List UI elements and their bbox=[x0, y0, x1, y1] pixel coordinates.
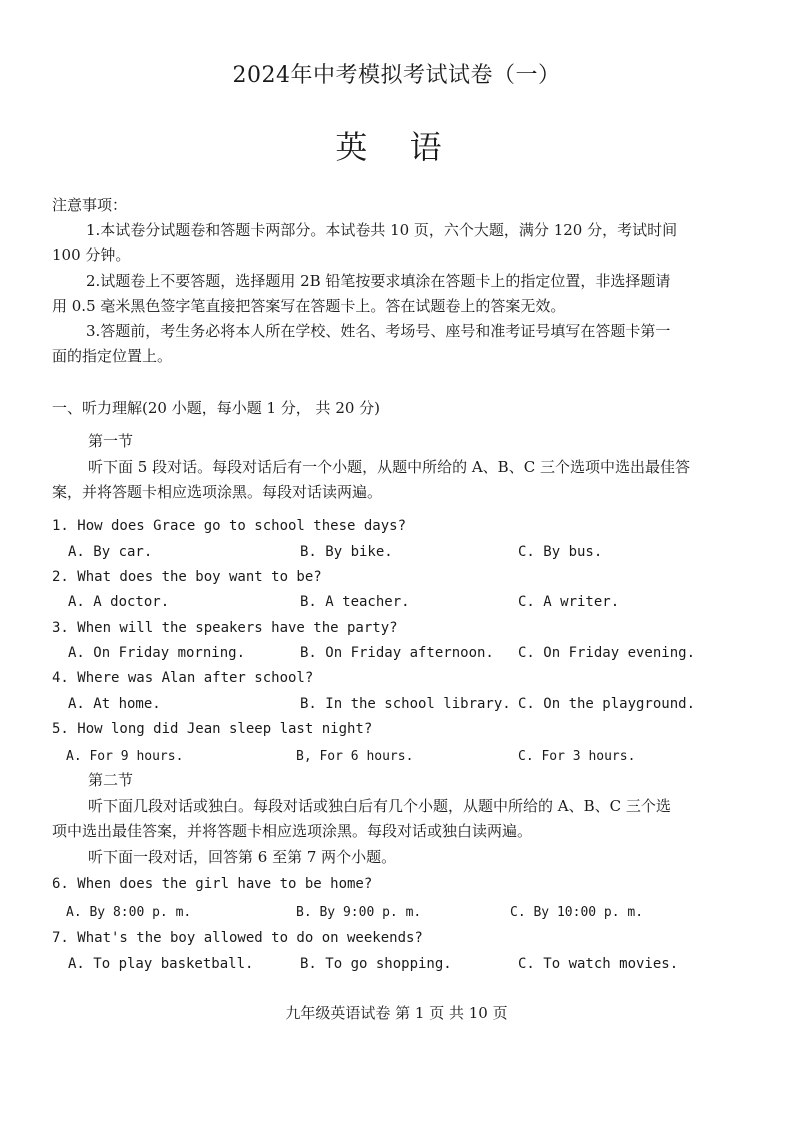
section-heading: 一、听力理解(20 小题，每小题 1 分， 共 20 分) bbox=[52, 399, 381, 417]
part-instruction: 听下面几段对话或独白。每段对话或独白后有几个小题，从题中所给的 A、B、C 三个选 bbox=[88, 797, 671, 815]
option-c: C. A writer. bbox=[518, 594, 620, 610]
question-stem: 5. How long did Jean sleep last night? bbox=[52, 721, 373, 737]
question-stem: 6. When does the girl have to be home? bbox=[52, 876, 373, 892]
option-b: B. On Friday afternoon. bbox=[300, 645, 494, 661]
option-c: C. To watch movies. bbox=[518, 956, 679, 972]
option-a: A. By 8:00 p. m. bbox=[66, 905, 192, 920]
option-c: C. For 3 hours. bbox=[518, 749, 636, 764]
question-stem: 1. How does Grace go to school these days? bbox=[52, 518, 407, 534]
page-footer: 九年级英语试卷 第 1 页 共 10 页 bbox=[285, 1004, 508, 1022]
question-stem: 3. When will the speakers have the party? bbox=[52, 620, 398, 636]
question-stem: 4. Where was Alan after school? bbox=[52, 670, 314, 686]
option-a: A. By car. bbox=[68, 544, 153, 560]
subject-title: 英 语 bbox=[335, 128, 458, 166]
part-instruction: 听下面 5 段对话。每段对话后有一个小题，从题中所给的 A、B、C 三个选项中选出最佳答 bbox=[88, 458, 690, 476]
notice-line: 面的指定位置上。 bbox=[52, 347, 173, 365]
option-a: A. A doctor. bbox=[68, 594, 170, 610]
option-a: A. On Friday morning. bbox=[68, 645, 246, 661]
option-c: C. By bus. bbox=[518, 544, 603, 560]
option-b: B. By bike. bbox=[300, 544, 393, 560]
option-c: C. On the playground. bbox=[518, 696, 696, 712]
notice-heading: 注意事项： bbox=[52, 196, 128, 214]
part-instruction: 项中选出最佳答案，并将答题卡相应选项涂黑。每段对话或独白读两遍。 bbox=[52, 822, 533, 840]
notice-line: 3.答题前，考生务必将本人所在学校、姓名、考场号、座号和准考证号填写在答题卡第一 bbox=[86, 322, 671, 340]
option-b: B. In the school library. bbox=[300, 696, 511, 712]
option-a: A. For 9 hours. bbox=[66, 749, 184, 764]
option-b: B. A teacher. bbox=[300, 594, 410, 610]
option-c: C. By 10:00 p. m. bbox=[510, 905, 644, 920]
question-stem: 7. What's the boy allowed to do on weekends? bbox=[52, 930, 423, 946]
part-label: 第二节 bbox=[88, 771, 134, 789]
exam-title: 2024年中考模拟考试试卷（一） bbox=[232, 63, 561, 88]
notice-line: 100 分钟。 bbox=[52, 246, 131, 264]
option-a: A. At home. bbox=[68, 696, 161, 712]
option-c: C. On Friday evening. bbox=[518, 645, 696, 661]
question-stem: 2. What does the boy want to be? bbox=[52, 569, 322, 585]
option-b: B, For 6 hours. bbox=[296, 749, 414, 764]
notice-line: 1.本试卷分试题卷和答题卡两部分。本试卷共 10 页，六个大题，满分 120 分，考试时间 bbox=[86, 221, 678, 239]
notice-line: 2.试题卷上不要答题，选择题用 2B 铅笔按要求填涂在答题卡上的指定位置，非选择题请 bbox=[86, 272, 671, 290]
option-b: B. By 9:00 p. m. bbox=[296, 905, 422, 920]
option-b: B. To go shopping. bbox=[300, 956, 452, 972]
part-label: 第一节 bbox=[88, 432, 134, 450]
notice-line: 用 0.5 毫米黑色签字笔直接把答案写在答题卡上。答在试题卷上的答案无效。 bbox=[52, 297, 566, 315]
part-sub-instruction: 听下面一段对话，回答第 6 至第 7 两个小题。 bbox=[88, 848, 397, 866]
part-instruction: 案，并将答题卡相应选项涂黑。每段对话读两遍。 bbox=[52, 483, 383, 501]
option-a: A. To play basketball. bbox=[68, 956, 254, 972]
